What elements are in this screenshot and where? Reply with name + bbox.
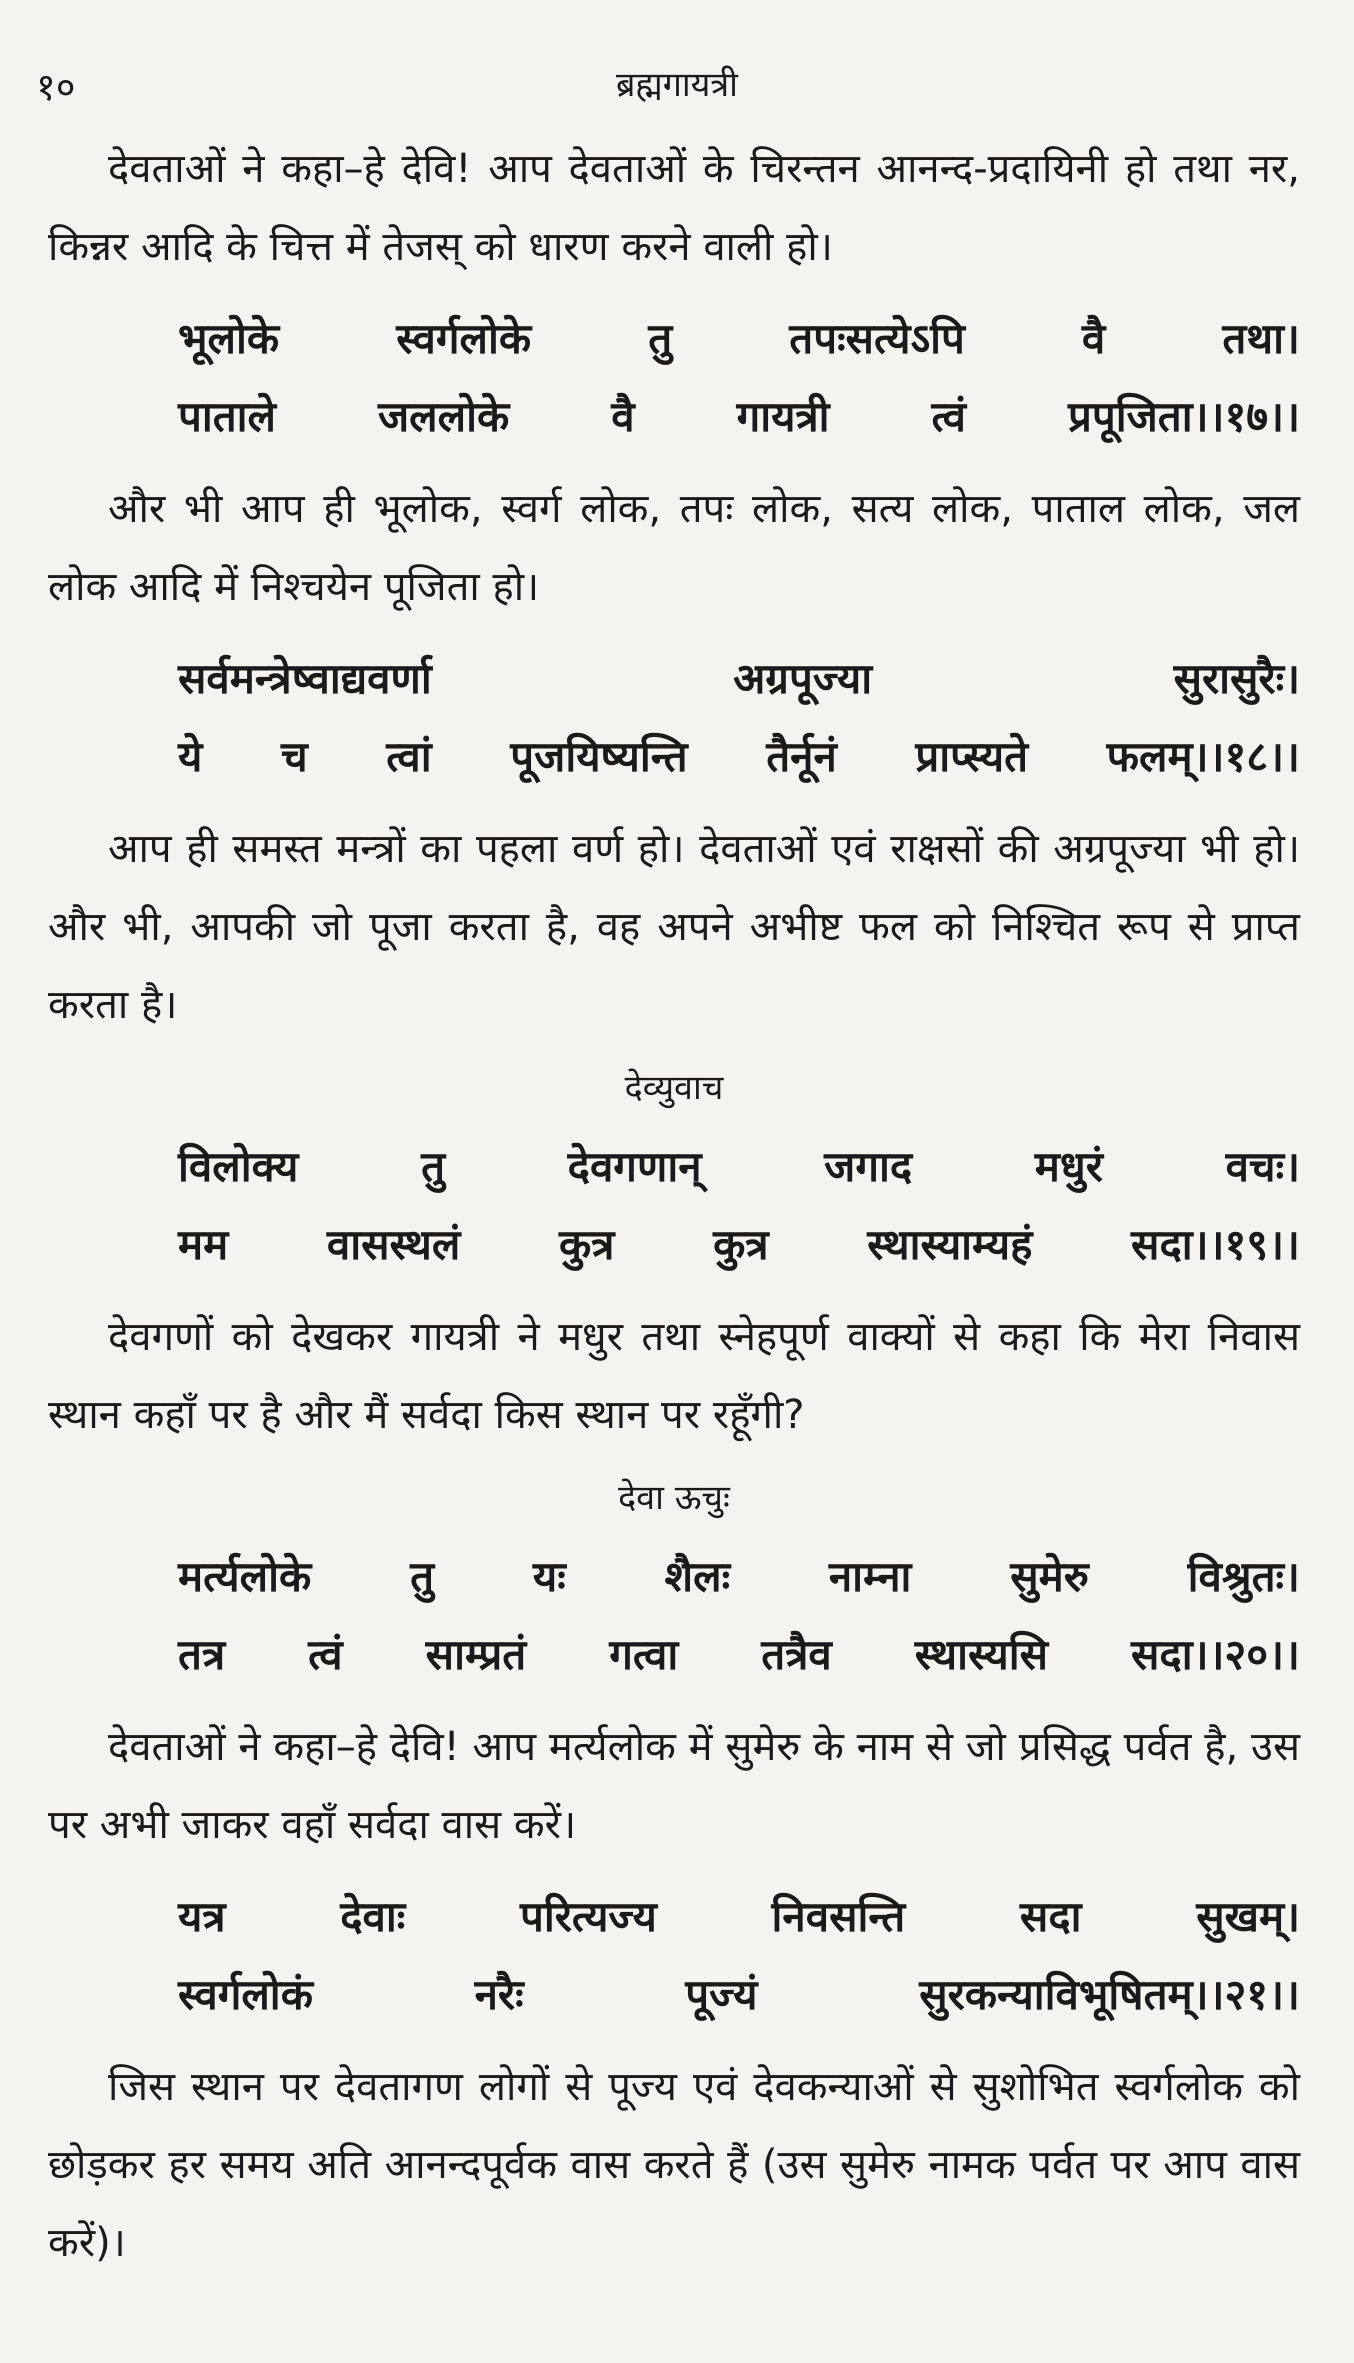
verse-word: मधुरं — [1034, 1142, 1103, 1191]
verse-word: तु — [410, 1552, 435, 1601]
verse-word: स्वर्गलोकं — [178, 1970, 313, 2019]
verse-line — [178, 1128, 1300, 1206]
verse-word: कुत्र — [559, 1220, 615, 1269]
verse-word: त्वं — [308, 1630, 343, 1679]
verse-word: मर्त्यलोके — [178, 1552, 312, 1601]
verse-word: नरैः — [474, 1970, 524, 2019]
verse-line — [178, 1538, 1300, 1616]
verse-word: सुरासुरैः। — [1173, 654, 1300, 703]
verse-word: पूज्यं — [685, 1970, 758, 2019]
prose-paragraph: जिस स्थान पर देवतागण लोगों से पूज्य एवं देवकन्याओं से सुशोभित स्वर्गलोक को छोड़कर हर समय अति आनन्दपूर्वक वास करते हैं (उस सुमेरु नामक पर्वत पर आप वास करें)। — [48, 2064, 1300, 2266]
verse-word: जललोके — [378, 392, 510, 441]
verse-word: सुखम्। — [1196, 1892, 1300, 1941]
verse-word: सुमेरु — [1010, 1552, 1089, 1601]
verse-line — [178, 1878, 1300, 1956]
verse-line — [178, 1616, 1300, 1694]
verse-word: तत्रैव — [761, 1630, 832, 1679]
verse-word: त्वं — [931, 392, 967, 441]
verse-word: स्थास्याम्यहं — [867, 1220, 1033, 1269]
prose-paragraph: आप ही समस्त मन्त्रों का पहला वर्ण हो। देवताओं एवं राक्षसों की अग्रपूज्या भी हो। और भी, आपकी जो पूजा करता है, वह अपने अभीष्ट फल को निश्चित रूप से प्राप्त करता है। — [48, 826, 1300, 1028]
verse-word: शैलः — [664, 1552, 731, 1601]
verse-word: तैर्नूनं — [766, 732, 837, 781]
page-number: १० — [36, 65, 76, 109]
verse-word: वै — [1081, 314, 1106, 363]
prose-paragraph: देवताओं ने कहा–हे देवि! आप मर्त्यलोक में सुमेरु के नाम से जो प्रसिद्ध पर्वत है, उस पर अभी जाकर वहाँ सर्वदा वास करें। — [48, 1724, 1300, 1848]
verse-word: वै — [611, 392, 635, 441]
verse-word: सुरकन्याविभूषितम्।।२१।। — [919, 1970, 1300, 2019]
verse-line — [178, 640, 1300, 718]
verse-word: तु — [421, 1142, 446, 1191]
verse-word: फलम्।।१८।। — [1106, 732, 1300, 781]
verse-word: वचः। — [1225, 1142, 1300, 1191]
verse-line — [178, 378, 1300, 456]
verse-word: स्थास्यसि — [914, 1630, 1048, 1679]
verse-word: देवाः — [340, 1892, 406, 1941]
verse-word: सदा — [1019, 1892, 1082, 1941]
verse-word: च — [281, 732, 308, 781]
verse-line — [178, 1206, 1300, 1284]
verse-word: तत्र — [178, 1630, 226, 1679]
prose-paragraph: देवगणों को देखकर गायत्री ने मधुर तथा स्नेहपूर्ण वाक्यों से कहा कि मेरा निवास स्थान कहाँ पर है और मैं सर्वदा किस स्थान पर रहूँगी? — [48, 1314, 1300, 1438]
verse-word: साम्प्रतं — [425, 1630, 527, 1679]
verse-word: विलोक्य — [178, 1142, 299, 1191]
verse-word: यत्र — [178, 1892, 226, 1941]
verse-word: अग्रपूज्या — [733, 654, 873, 703]
verse-word: पूजयिष्यन्ति — [510, 732, 688, 781]
verse-word: तु — [648, 314, 673, 363]
verse-word: स्वर्गलोके — [396, 314, 532, 363]
prose-paragraph: और भी आप ही भूलोक, स्वर्ग लोक, तपः लोक, सत्य लोक, पाताल लोक, जल लोक आदि में निश्चयेन पूजिता हो। — [48, 486, 1300, 610]
verse-word: गत्वा — [609, 1630, 679, 1679]
verse-word: त्वां — [386, 732, 432, 781]
verse-word: प्रपूजिता।।१७।। — [1068, 392, 1300, 441]
prose-paragraph: देवताओं ने कहा–हे देवि! आप देवताओं के चिरन्तन आनन्द-प्रदायिनी हो तथा नर, किन्नर आदि के चित्त में तेजस् को धारण करने वाली हो। — [48, 146, 1300, 270]
page-content — [48, 130, 1300, 2296]
verse-word: सर्वमन्त्रेष्वाद्यवर्णा — [178, 654, 432, 703]
verse-19 — [48, 1128, 1300, 1284]
page-header — [36, 60, 1318, 120]
verse-word: सदा।।१९।। — [1131, 1220, 1300, 1269]
verse-line — [178, 300, 1300, 378]
verse-word: तथा। — [1222, 314, 1300, 363]
verse-line — [178, 718, 1300, 796]
verse-word: नाम्ना — [828, 1552, 912, 1601]
speaker-heading: देव्युवाच — [624, 1068, 724, 1108]
verse-word: परित्यज्य — [519, 1892, 657, 1941]
verse-line — [178, 1956, 1300, 2034]
verse-word: पाताले — [178, 392, 277, 441]
speaker-heading: देवा ऊचुः — [618, 1478, 730, 1518]
verse-word: यः — [532, 1552, 566, 1601]
verse-word: विश्रुतः। — [1187, 1552, 1300, 1601]
verse-20 — [48, 1538, 1300, 1694]
verse-word: गायत्री — [736, 392, 830, 441]
verse-word: तपःसत्येऽपि — [789, 314, 965, 363]
verse-word: मम — [178, 1220, 229, 1269]
running-title: ब्रह्मगायत्री — [616, 65, 738, 105]
verse-word: देवगणान् — [567, 1142, 702, 1191]
verse-18 — [48, 640, 1300, 796]
verse-word: सदा।।२०।। — [1131, 1630, 1300, 1679]
verse-17 — [48, 300, 1300, 456]
verse-21 — [48, 1878, 1300, 2034]
verse-word: प्राप्स्यते — [915, 732, 1029, 781]
verse-word: कुत्र — [713, 1220, 769, 1269]
verse-word: वासस्थलं — [326, 1220, 461, 1269]
verse-word: निवसन्ति — [771, 1892, 906, 1941]
verse-word: जगाद — [824, 1142, 913, 1191]
verse-word: भूलोके — [178, 314, 280, 363]
verse-word: ये — [178, 732, 203, 781]
